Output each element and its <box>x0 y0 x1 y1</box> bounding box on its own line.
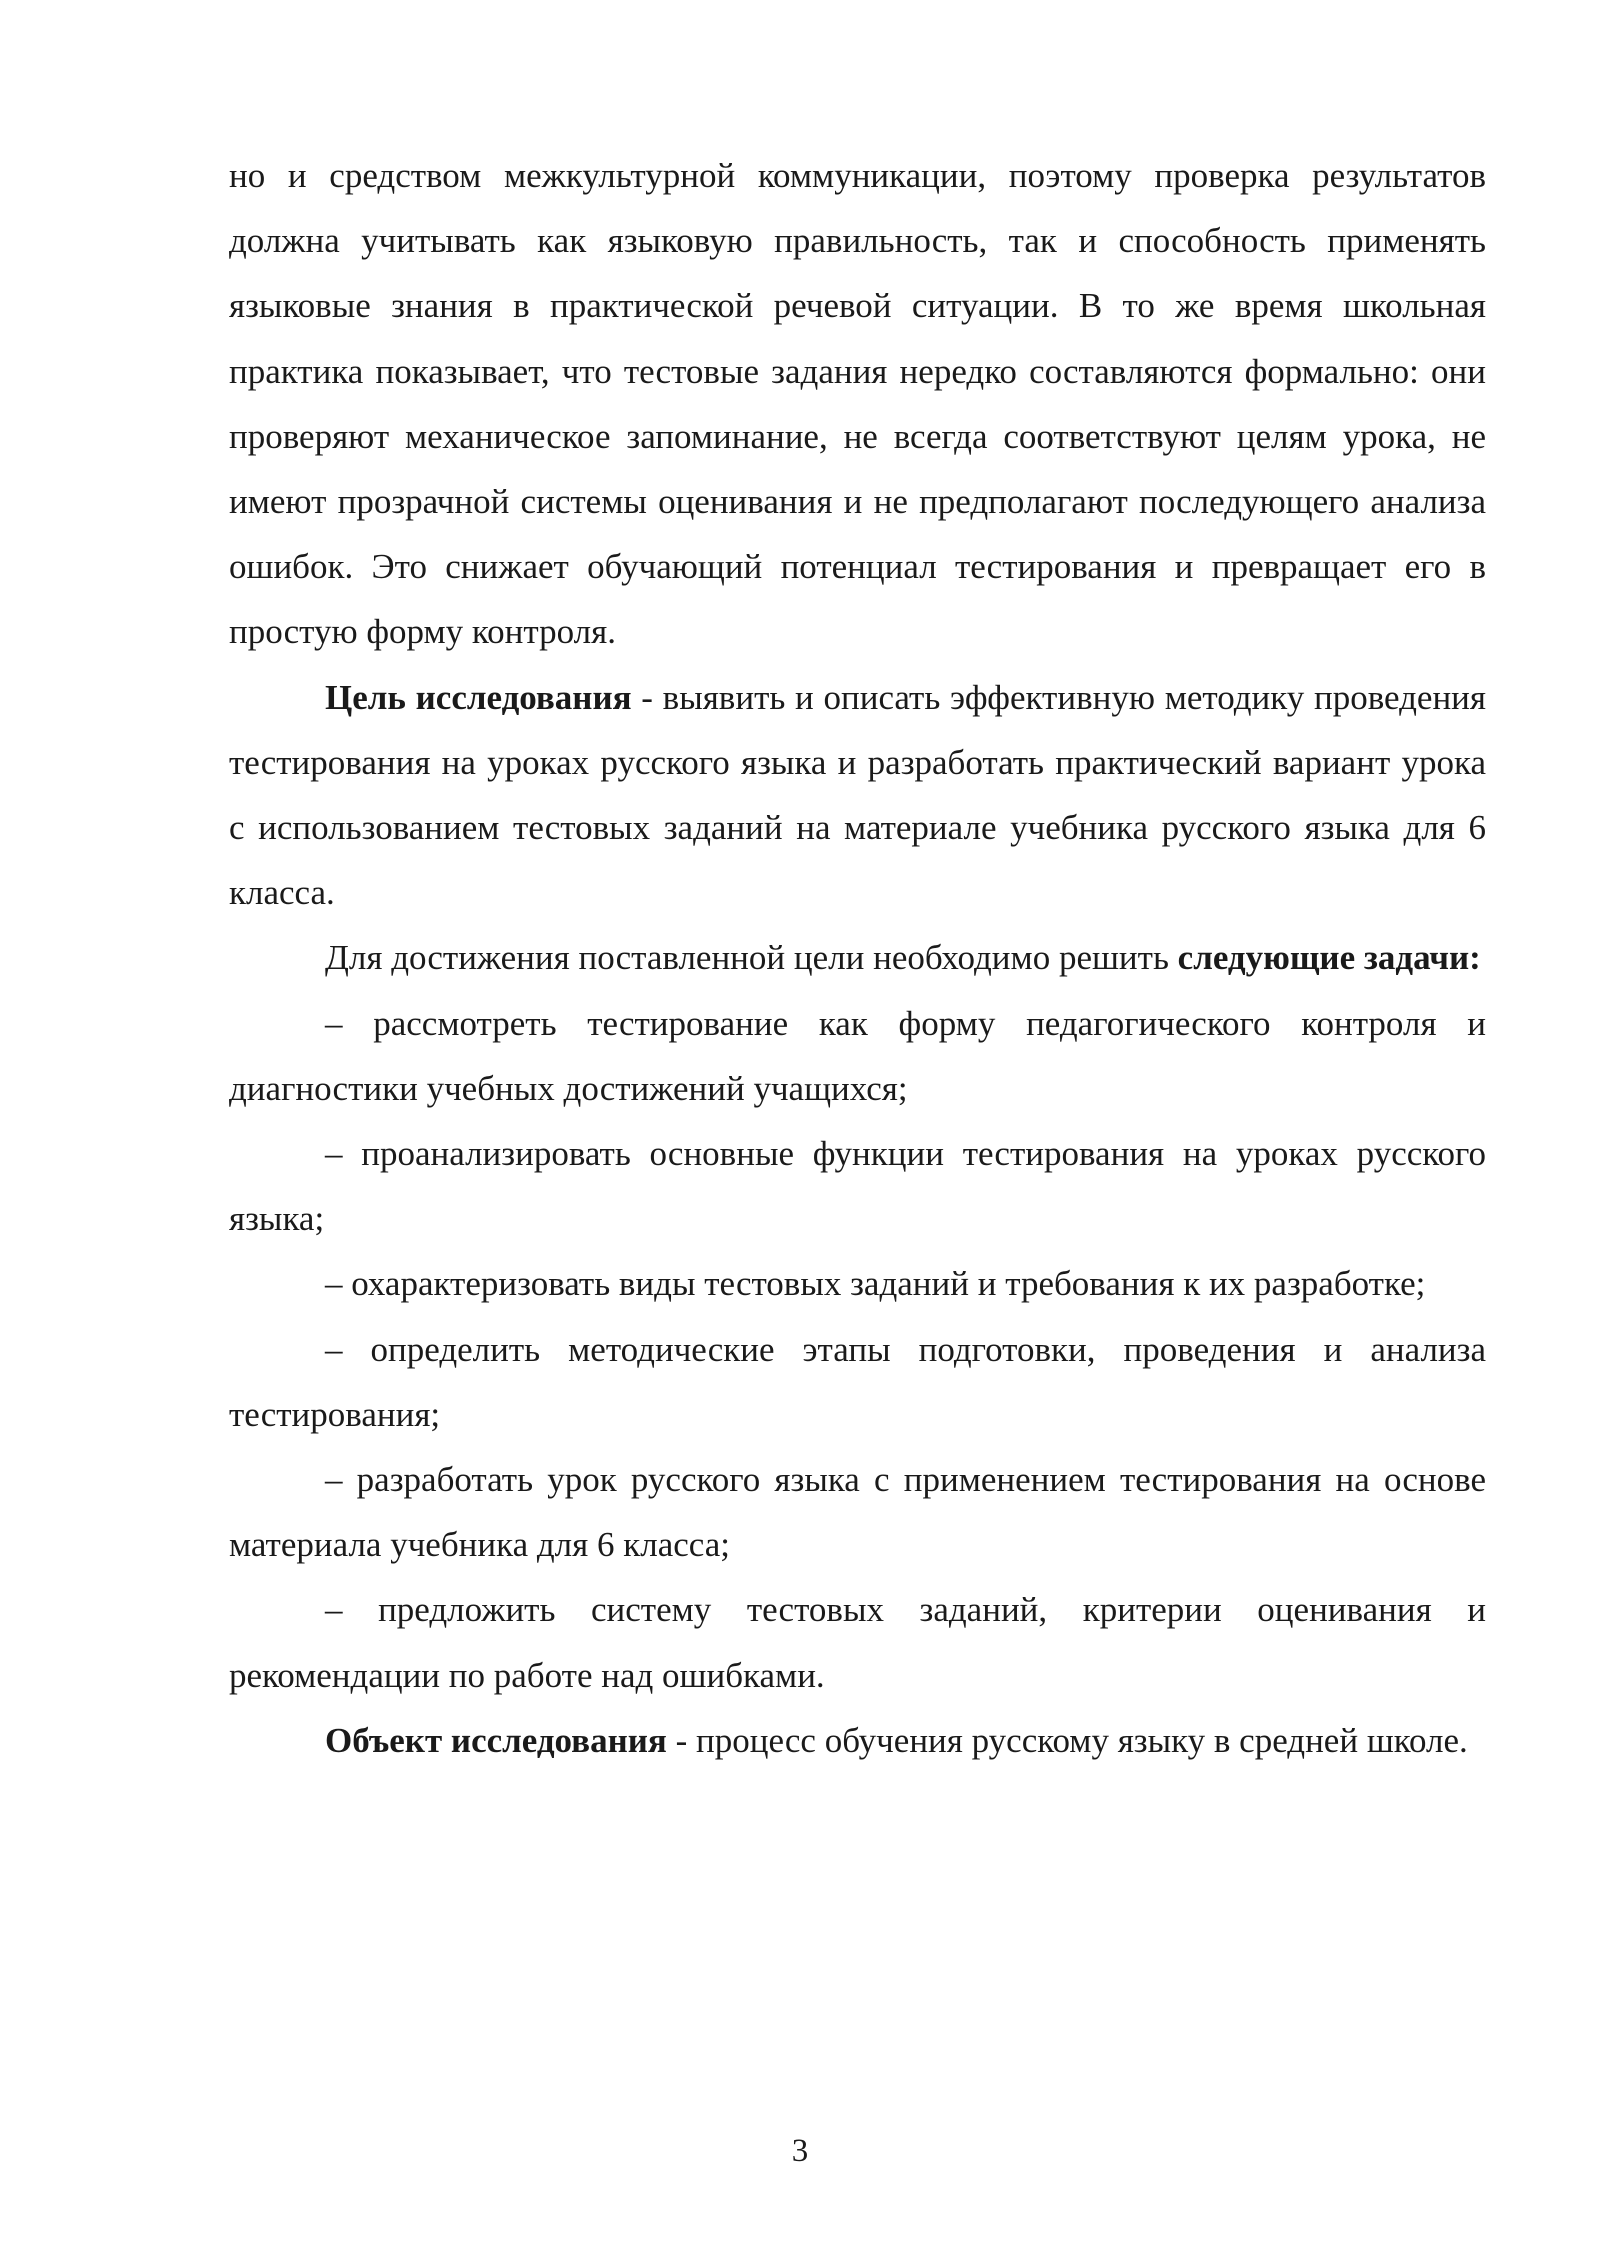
research-object-paragraph <box>229 1708 1486 1773</box>
research-object-text: - процесс обучения русскому языку в средней школе. <box>666 1720 1468 1760</box>
task-list-item: – предложить систему тестовых заданий, критерии оценивания и рекомендации по работе над ошибками. <box>229 1590 1486 1695</box>
page-number: 3 <box>791 2133 809 2169</box>
tasks-intro-paragraph <box>229 925 1486 990</box>
continuation-paragraph: но и средством межкультурной коммуникации, поэтому проверка результатов должна учитывать как языковую правильность, так и способность применять языковые знания в практической речевой ситуации. В то же время школьная практика показывает, что тестовые задания нередко составляются формально: они проверяют механическое запоминание, не всегда соответствуют целям урока, не имеют прозрачной системы оценивания и не предполагают последующего анализа ошибок. Это снижает обучающий потенциал тестирования и превращает его в простую форму контроля. <box>229 156 1486 652</box>
research-goal-label: Цель исследования <box>325 677 632 717</box>
task-list-item: – проанализировать основные функции тестирования на уроках русского языка; <box>229 1134 1486 1239</box>
research-object-label: Объект исследования <box>325 1720 667 1760</box>
tasks-intro-label: следующие задачи: <box>1177 938 1481 978</box>
document-body <box>229 143 1486 1773</box>
task-list-item: – разработать урок русского языка с применением тестирования на основе материала учебника для 6 класса; <box>229 1460 1486 1565</box>
research-goal-paragraph <box>229 665 1486 926</box>
tasks-intro-text: Для достижения поставленной цели необходимо решить <box>325 938 1178 978</box>
research-goal-text: - выявить и описать эффективную методику проведения тестирования на уроках русского языка и разработать практический вариант урока с использованием тестовых заданий на материале учебника русского языка для 6 класса. <box>229 677 1487 913</box>
task-list-item: – определить методические этапы подготовки, проведения и анализа тестирования; <box>229 1329 1486 1434</box>
task-list-item: – охарактеризовать виды тестовых заданий и требования к их разработке; <box>325 1264 1426 1304</box>
task-list-item: – рассмотреть тестирование как форму педагогического контроля и диагностики учебных достижений учащихся; <box>229 1003 1486 1108</box>
